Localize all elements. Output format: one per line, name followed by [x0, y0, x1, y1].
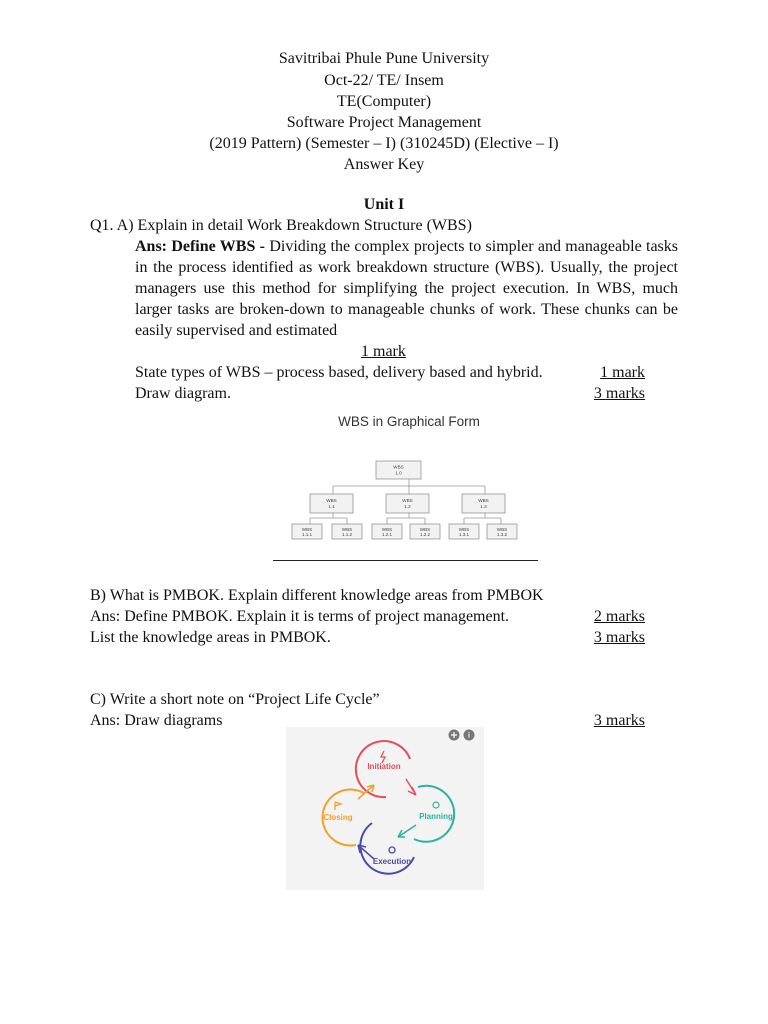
q1b-line2-mark: 3 marks [593, 629, 645, 646]
q1a-answer-prefix: Ans: Define WBS - [135, 238, 270, 255]
phase-label-closing: Closing [323, 813, 353, 822]
svg-text:WBS: WBS [381, 527, 393, 532]
svg-text:1.3.2: 1.3.2 [496, 532, 508, 537]
wbs-node-level1 [310, 494, 505, 513]
svg-text:1.3: 1.3 [480, 504, 487, 509]
q1b-line1-mark: 2 marks [593, 608, 645, 625]
q1a-types-mark: 1 mark [600, 364, 645, 381]
q1b-question: B) What is PMBOK. Explain different knowledge areas from PMBOK [90, 587, 544, 604]
svg-text:1.2.2: 1.2.2 [419, 532, 431, 537]
wbs-node-level2 [292, 524, 517, 539]
svg-text:1.0: 1.0 [395, 470, 402, 476]
svg-text:1.2: 1.2 [404, 504, 411, 509]
q1a-diagram: Draw diagram. [135, 385, 231, 402]
wbs-diagram [285, 410, 535, 545]
phase-planning [414, 786, 454, 842]
q1a-types: State types of WBS – process based, delivery based and hybrid. [135, 364, 543, 381]
phase-label-planning: Planning [419, 812, 453, 821]
phase-initiation [356, 741, 410, 797]
phase-closing [323, 790, 364, 846]
cycle-arrows [358, 779, 416, 859]
q1b-line1: Ans: Define PMBOK. Explain it is terms of project management. [90, 608, 510, 625]
q1a-mark1: 1 mark [361, 343, 406, 360]
svg-text:WBS: WBS [402, 498, 413, 503]
lightbulb-icon [433, 802, 439, 808]
q1a-diagram-mark: 3 marks [593, 385, 645, 402]
unit-title: Unit I [363, 196, 405, 213]
gear-icon [389, 847, 395, 853]
svg-text:1.1.1: 1.1.1 [301, 532, 313, 537]
wbs-node-root [376, 461, 421, 479]
header-doc-type: Answer Key [343, 156, 425, 173]
q1a-question: Q1. A) Explain in detail Work Breakdown Structure (WBS) [90, 217, 472, 234]
header-subject: Software Project Management [286, 114, 482, 131]
svg-text:1.1: 1.1 [328, 504, 335, 509]
wbs-diagram-title: WBS in Graphical Form [338, 414, 480, 429]
svg-text:WBS: WBS [326, 498, 337, 503]
q1a-answer-body: Dividing the complex projects to simpler and manageable tasks in the process identified as work breakdown structure (WBS). Usually, the project managers use this method for simplifying the project execution. In WBS, much larger tasks are broken-down to manageable chunks of work. These chunks can be easily supervised and estimated [135, 238, 678, 339]
header-exam: Oct-22/ TE/ Insem [324, 72, 444, 89]
svg-text:WBS: WBS [301, 527, 313, 532]
svg-text:i: i [468, 732, 470, 740]
q1b-line2: List the knowledge areas in PMBOK. [90, 629, 331, 646]
q1c-line1-mark: 3 marks [593, 712, 645, 729]
svg-text:WBS: WBS [393, 464, 404, 470]
separator-line [273, 560, 538, 561]
q1a-answer [135, 236, 678, 341]
flag-icon [335, 802, 341, 810]
svg-text:1.2.1: 1.2.1 [381, 532, 393, 537]
svg-text:WBS: WBS [496, 527, 508, 532]
q1c-line1: Ans: Draw diagrams [90, 712, 223, 729]
svg-text:1.3.1: 1.3.1 [458, 532, 470, 537]
header-university: Savitribai Phule Pune University [278, 50, 490, 67]
header-course: TE(Computer) [336, 93, 432, 110]
svg-text:WBS: WBS [419, 527, 431, 532]
phase-label-initiation: Initiation [367, 762, 401, 771]
phase-label-execution: Execution [372, 857, 412, 866]
overlay-icons [449, 730, 475, 741]
header-pattern: (2019 Pattern) (Semester – I) (310245D) (Elective – I) [209, 135, 559, 152]
svg-text:WBS: WBS [478, 498, 489, 503]
project-life-cycle-diagram [286, 727, 484, 890]
svg-text:WBS: WBS [458, 527, 470, 532]
svg-text:WBS: WBS [341, 527, 353, 532]
phase-execution [360, 823, 414, 874]
svg-text:1.1.2: 1.1.2 [341, 532, 353, 537]
q1c-question: C) Write a short note on “Project Life Cycle” [90, 691, 380, 708]
